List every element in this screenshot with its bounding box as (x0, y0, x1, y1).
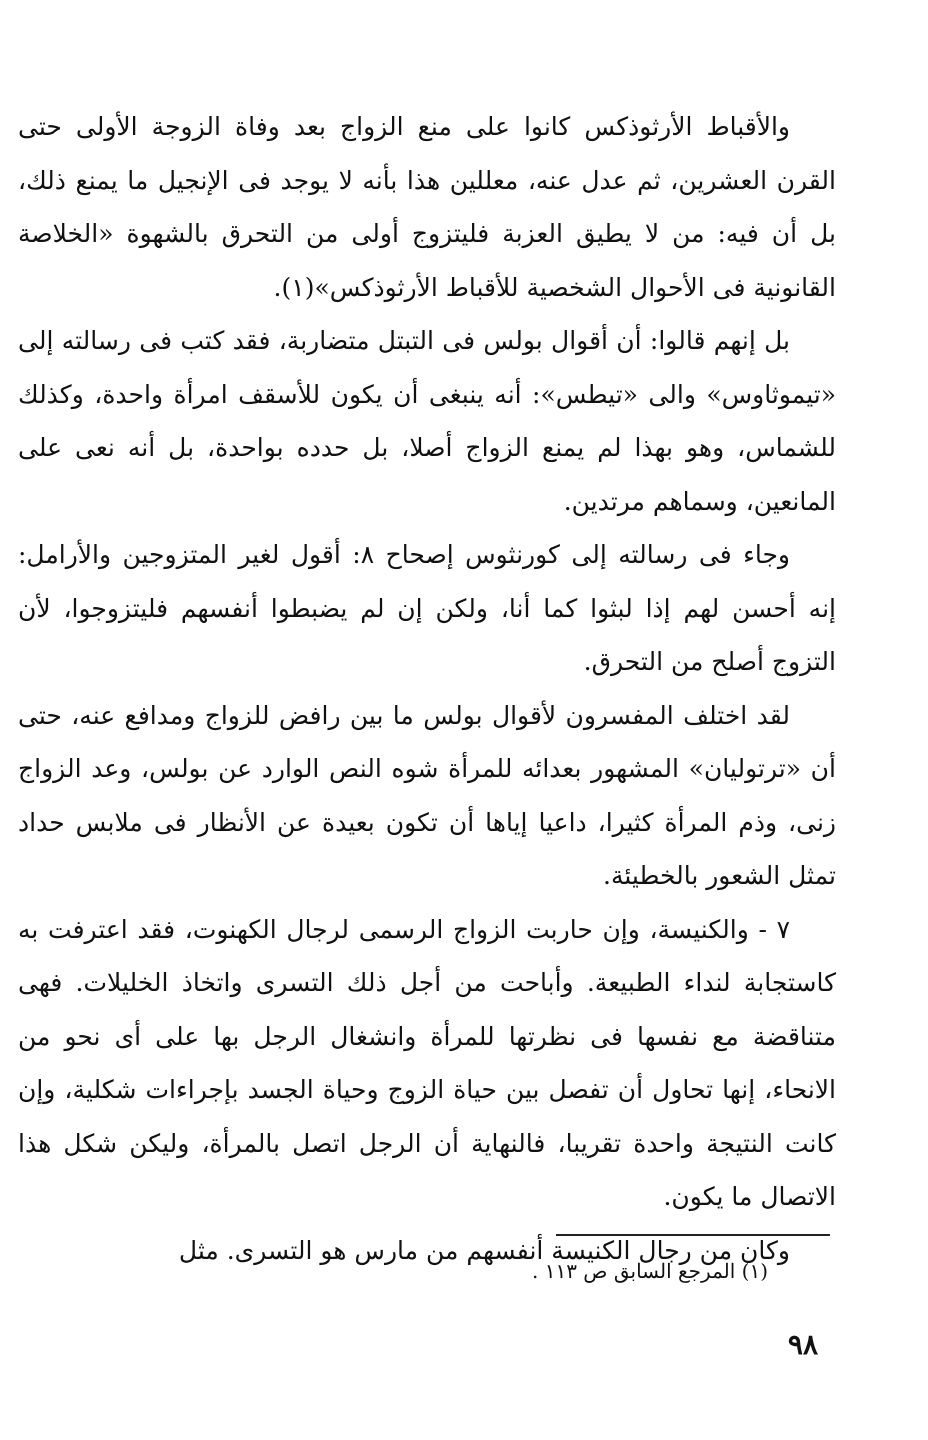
paragraph-3: وجاء فى رسالته إلى كورنثوس إصحاح ٨: أقول لغير المتزوجين والأرامل: إنه أحسن لهم إذا لبثوا كما أنا، ولكن إن لم يضبطوا أنفسهم فليتزوجوا، لأن التزوج أصلح من التحرق. (18, 540, 836, 676)
paragraph-1: والأقباط الأرثوذكس كانوا على منع الزواج بعد وفاة الزوجة الأولى حتى القرن العشرين، ثم عدل عنه، معللين هذا بأنه لا يوجد فى الإنجيل ما يمنع ذلك، بل أن فيه: من لا يطيق العزبة فليتزوج أولى من التحرق بالشهوة «الخلاصة القانونية فى الأحوال الشخصية للأقباط الأرثوذكس»(١). (18, 112, 836, 302)
paragraph-6: وكان من رجال الكنيسة أنفسهم من مارس هو التسرى. مثل (178, 1235, 790, 1265)
paragraph-5: ٧ - والكنيسة، وإن حاربت الزواج الرسمى لرجال الكهنوت، فقد اعترفت به كاستجابة لنداء الطبيعة. وأباحت من أجل ذلك التسرى واتخاذ الخليلات. فهى متناقضة مع نفسها فى نظرتها للمرأة وانشغال الرجل بها على أى نحو من الانحاء، إنها تحاول أن تفصل بين حياة الزوج وحياة الجسد بإجراءات شكلية، وإن كانت النتيجة واحدة تقريبا، فالنهاية أن الرجل اتصل بالمرأة، وليكن شكل هذا الاتصال ما يكون. (18, 914, 836, 1211)
footnote-divider (556, 1234, 830, 1236)
page-number: ٩٨ (787, 1328, 818, 1361)
paragraph-4: لقد اختلف المفسرون لأقوال بولس ما بين رافض للزواج ومدافع عنه، حتى أن «ترتوليان» المشهور بعدائه للمرأة شوه النص الوارد عن بولس، وعد الزواج زنى، وذم المرأة كثيرا، داعيا إياها أن تكون بعيدة عن الأنظار فى ملابس حداد تمثل الشعور بالخطيئة. (18, 700, 836, 890)
footnote: (١) المرجع السابق ص ١١٣ . (531, 1259, 768, 1283)
body-text (18, 100, 836, 1277)
paragraph-2: بل إنهم قالوا: أن أقوال بولس فى التبتل متضاربة، فقد كتب فى رسالته إلى «تيموثاوس» والى «تيطس»: أنه ينبغى أن يكون للأسقف امرأة واحدة، وكذلك للشماس، وهو بهذا لم يمنع الزواج أصلا، بل حدده بواحدة، بل أنه نعى على المانعين، وسماهم مرتدين. (18, 326, 836, 516)
